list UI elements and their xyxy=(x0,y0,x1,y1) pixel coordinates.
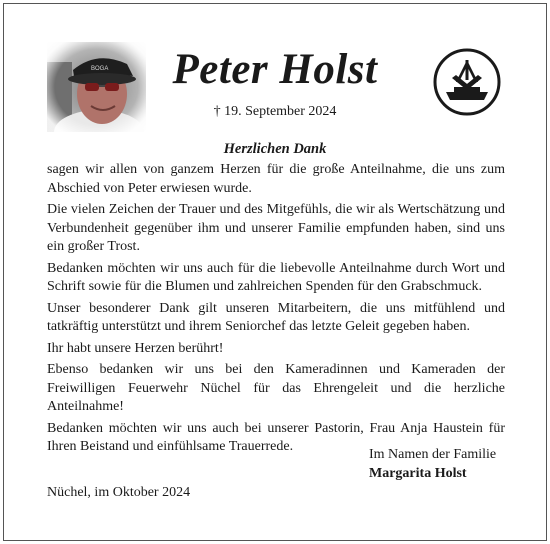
paragraph: sagen wir allen von ganzem Herzen für die große Anteilnahme, die uns zum Abschied von Peter erwiesen wurde. xyxy=(47,162,505,196)
paragraph: Bedanken möchten wir uns auch für die liebevolle Anteilnahme durch Wort und Schrift sowie für die Blumen und zahlreichen Spenden für den Grabschmuck. xyxy=(47,260,505,294)
thanks-heading: Herzlichen Dank xyxy=(223,141,327,157)
carpenter-guild-emblem-icon xyxy=(432,48,502,116)
signature-name: Margarita Holst xyxy=(369,466,467,481)
place-date: Nüchel, im Oktober 2024 xyxy=(47,485,191,500)
paragraph: Unser besonderer Dank gilt unseren Mitarbeitern, die uns mitfühlend und tatkräftig unterstützt und ihrem Seniorchef das letzte Geleit gegeben haben. xyxy=(47,300,505,334)
paragraph: Die vielen Zeichen der Trauer und des Mitgefühls, die wir als Wertschätzung und Verbundenheit gegenüber ihm und unserer Familie empfunden haben, sind uns ein großer Trost. xyxy=(47,202,505,254)
thanks-text xyxy=(47,161,505,460)
signature-block xyxy=(369,445,496,483)
death-date: † 19. September 2024 xyxy=(213,104,337,119)
paragraph: Bedanken möchten wir uns auch bei unserer Pastorin, Frau Anja Haustein für Ihren Beistand und einfühlsame Trauerrede. xyxy=(47,420,505,454)
paragraph: Ebenso bedanken wir uns bei den Kameradinnen und Kameraden der Freiwilligen Feuerwehr Nüchel für das Ehrengeleit und die herzliche Anteilnahme! xyxy=(47,362,505,414)
deceased-name: Peter Holst xyxy=(172,46,378,93)
signature-intro: Im Namen der Familie xyxy=(369,447,497,462)
portrait-photo xyxy=(47,42,146,132)
paragraph: Ihr habt unsere Herzen berührt! xyxy=(47,340,224,356)
